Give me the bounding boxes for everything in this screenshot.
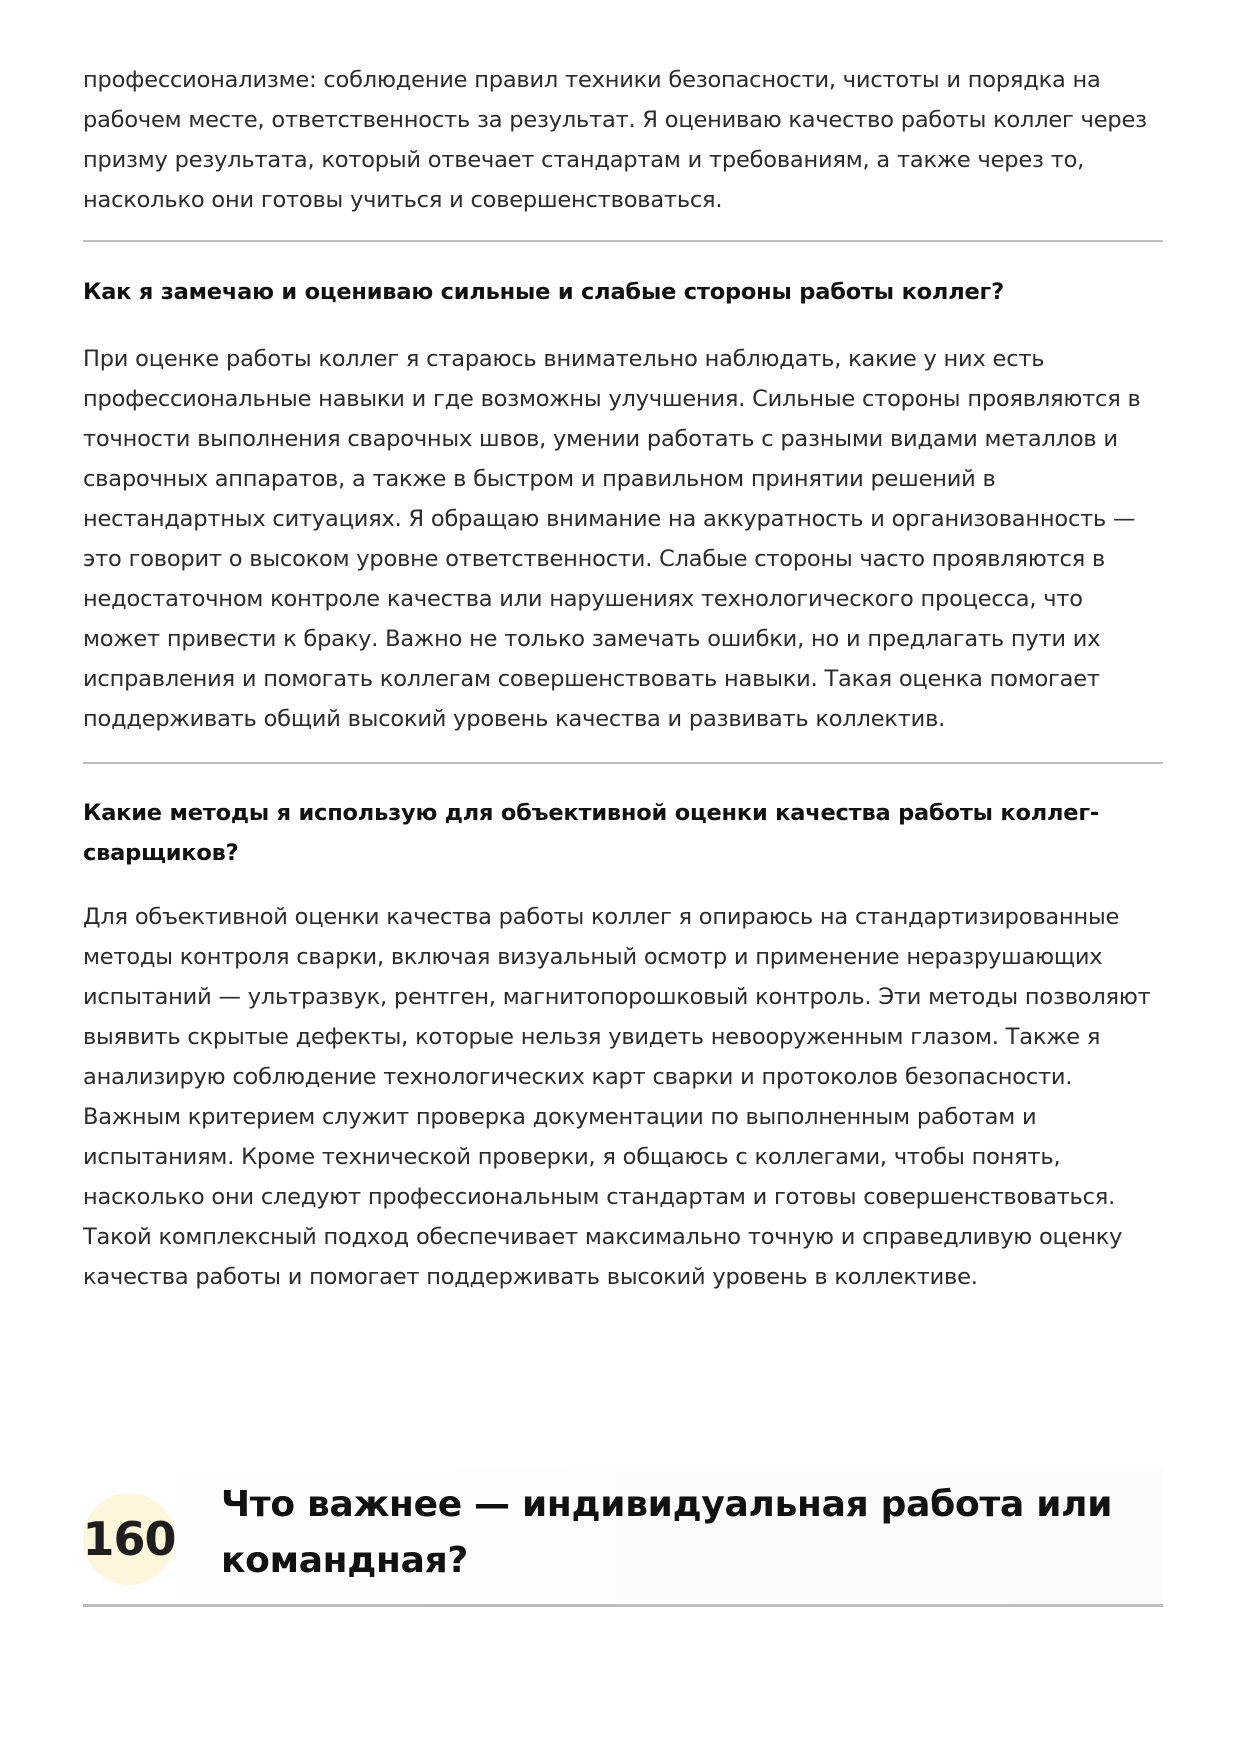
answer-block (83, 339, 1163, 739)
qa-item (83, 793, 1163, 873)
question-heading: Какие методы я использую для объективной оценки качества работы коллег-сварщиков? (83, 800, 1100, 866)
answer-paragraph: При оценке работы коллег я стараюсь внимательно наблюдать, какие у них есть профессиональные навыки и где возможны улучшения. Сильные стороны проявляются в точности выполнения сварочных швов, умении работать с разными видами металлов и сварочных аппаратов, а также в быстром и правильном принятии решений в нестандартных ситуациях. Я обращаю внимание на аккуратность и организованность — это говорит о высоком уровне ответственности. Слабые стороны часто проявляются в недостаточном контроле качества или нарушениях технологического процесса, что может привести к браку. Важно не только замечать ошибки, но и предлагать пути их исправления и помогать коллегам совершенствовать навыки. Такая оценка помогает поддерживать общий высокий уровень качества и развивать коллектив. (83, 346, 1141, 732)
divider (83, 762, 1163, 764)
intro-paragraph: профессионализме: соблюдение правил техники безопасности, чистоты и порядка на рабочем месте, ответственность за результат. Я оцениваю качество работы коллег через призму результата, который отвечает стандартам и требованиям, а также через то, насколько они готовы учиться и совершенствоваться. (83, 67, 1147, 213)
question-heading: Как я замечаю и оцениваю сильные и слабые стороны работы коллег? (83, 279, 1004, 305)
intro-block (83, 60, 1163, 220)
section-divider (83, 1604, 1163, 1607)
divider (83, 240, 1163, 242)
qa-item (83, 272, 1163, 312)
answer-paragraph: Для объективной оценки качества работы коллег я опираюсь на стандартизированные методы контроля сварки, включая визуальный осмотр и применение неразрушающих испытаний — ультразвук, рентген, магнитопорошковый контроль. Эти методы позволяют выявить скрытые дефекты, которые нельзя увидеть невооруженным глазом. Также я анализирую соблюдение технологических карт сварки и протоколов безопасности. Важным критерием служит проверка документации по выполненным работам и испытаниям. Кроме технической проверки, я общаюсь с коллегами, чтобы понять, насколько они следуют профессиональным стандартам и готовы совершенствоваться. Такой комплексный подход обеспечивает максимально точную и справедливую оценку качества работы и помогает поддерживать высокий уровень в коллективе. (83, 904, 1151, 1290)
section-number-badge: 160 (83, 1493, 175, 1585)
answer-block (83, 897, 1163, 1297)
section-title: Что важнее — индивидуальная работа или командная? (221, 1484, 1113, 1581)
section-header (83, 1471, 1163, 1605)
